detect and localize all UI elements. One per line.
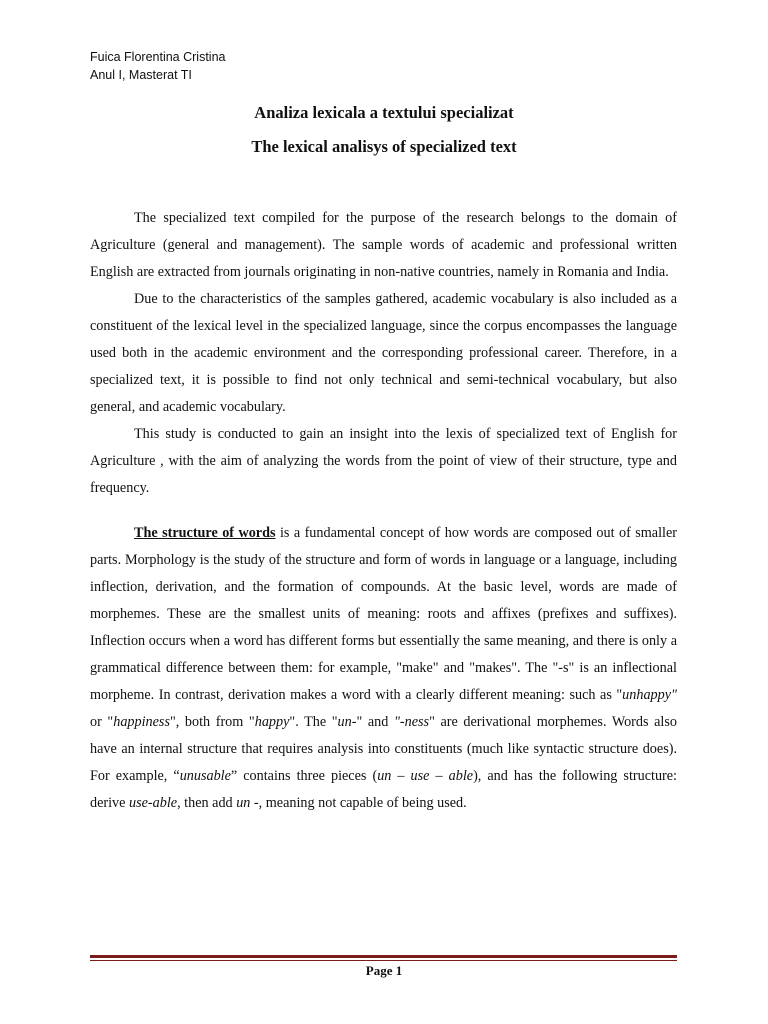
italic-term: happy: [254, 714, 290, 730]
italic-term: unhappy": [622, 687, 677, 703]
text-run: " and: [356, 714, 394, 730]
footer-divider-thick: [90, 955, 677, 958]
title-block: [0, 96, 768, 164]
italic-term: unusable: [179, 768, 231, 784]
italic-term: un-: [337, 714, 357, 730]
text-run: , then add: [177, 795, 237, 811]
paragraph-2: Due to the characteristics of the samples gathered, academic vocabulary is also included as a constituent of the lexical level in the specialized language, since the corpus encompasses the language used both in the academic environment and the corresponding professional career. Therefore, in a specialized text, it is possible to find not only technical and semi-technical vocabulary, but also general, and academic vocabulary.: [90, 291, 677, 415]
text-run: ", both from ": [169, 714, 255, 730]
italic-term: happiness: [113, 714, 170, 730]
text-run: , meaning not capable of being used.: [258, 795, 467, 811]
text-run: or ": [90, 714, 114, 730]
author-block: [90, 48, 225, 84]
author-name: Fuica Florentina Cristina: [90, 50, 226, 64]
text-run: is a fundamental concept of how words are composed out of smaller parts. Morphology is the study of the structure and form of words in language or a language, including inflection, derivation, and the formation of compounds. At the basic level, words are made of morphemes. These are the smallest units of meaning: roots and affixes (prefixes and suffixes). Inflection occurs when a word has different forms but essentially the same meaning, and there is only a grammatical difference between them: for example, "make" and "makes". The "-s" is an inflectional morpheme. In contrast, derivation makes a word with a clearly different meaning: such as ": [90, 525, 677, 703]
footer-divider-thin: [90, 960, 677, 961]
text-run: " are derivational morphemes. Words also have an internal structure that requires analysis into constituents (much like syntactic structure does). For example, “: [90, 714, 677, 784]
document-body: [90, 205, 677, 817]
italic-term: un -: [236, 795, 259, 811]
title-romanian: Analiza lexicala a textului specializat: [254, 103, 514, 122]
author-program: Anul I, Masterat TI: [90, 68, 192, 82]
italic-term: "-ness: [393, 714, 430, 730]
section-heading: The structure of words: [134, 525, 276, 541]
italic-term: use-able: [129, 795, 178, 811]
title-english: The lexical analisys of specialized text: [251, 137, 517, 156]
paragraph-4: [90, 520, 677, 817]
italic-term: un – use – able: [377, 768, 474, 784]
text-run: ), and has the following structure: derive: [90, 768, 678, 811]
text-run: ” contains three pieces (: [230, 768, 378, 784]
paragraph-3: This study is conducted to gain an insight into the lexis of specialized text of English for Agriculture , with the aim of analyzing the words from the point of view of their structure, type and frequency.: [90, 426, 677, 496]
paragraph-1: The specialized text compiled for the purpose of the research belongs to the domain of Agriculture (general and management). The sample words of academic and professional written English are extracted from journals originating in non-native countries, namely in Romania and India.: [90, 210, 677, 280]
text-run: ". The ": [289, 714, 338, 730]
page-number: Page 1: [365, 963, 403, 978]
